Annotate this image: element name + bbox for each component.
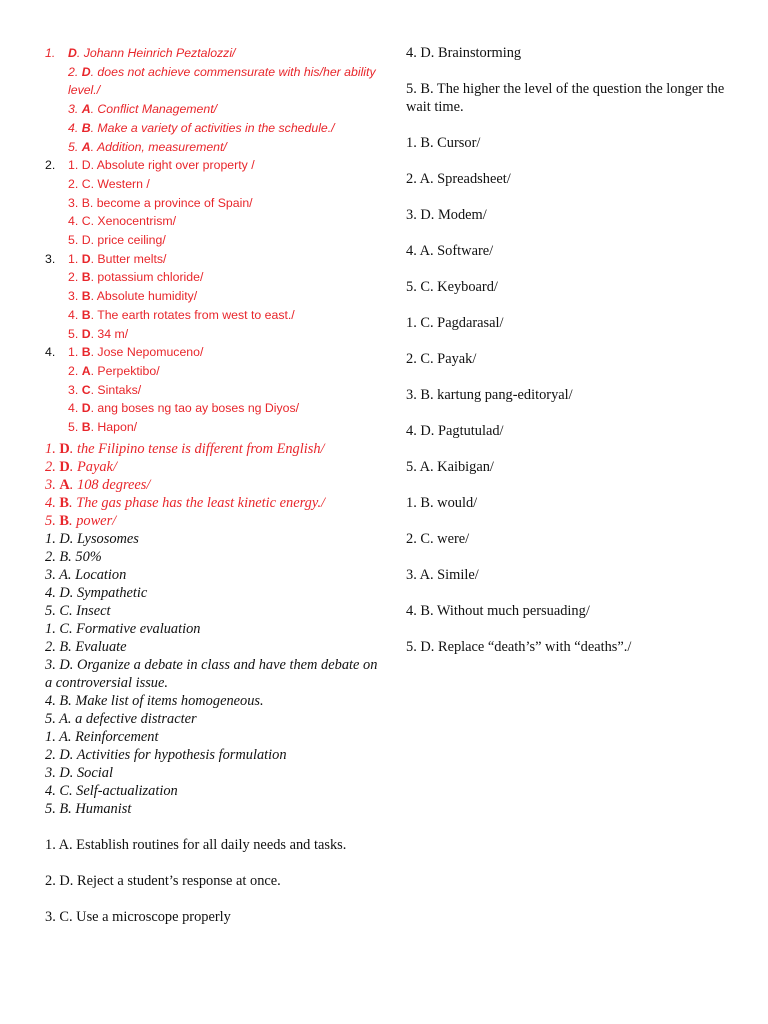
outline-items xyxy=(68,44,385,156)
outline-group xyxy=(45,250,385,344)
item-number: 5. xyxy=(45,512,60,529)
answer-text: . The gas phase has the least kinetic energy./ xyxy=(69,494,326,511)
item-number: 4. xyxy=(45,494,60,511)
outline-item xyxy=(68,138,385,157)
item-number: 2. xyxy=(45,458,60,475)
answer-paragraph: 5. C. Keyboard/ xyxy=(406,279,498,295)
answer-separator: . xyxy=(76,46,84,60)
italic-answer-line: 4. B. Make list of items homogeneous. xyxy=(45,692,264,709)
answer-text: Johann Heinrich Peztalozzi/ xyxy=(83,46,236,60)
answer-separator: . xyxy=(90,139,97,154)
outline-item xyxy=(68,156,385,175)
outline-item xyxy=(68,119,385,138)
item-number: 1. xyxy=(68,345,82,360)
answer-letter: B xyxy=(81,345,91,360)
outline-item xyxy=(68,100,385,119)
answer-paragraph: 1. C. Pagdarasal/ xyxy=(406,315,504,331)
outline-number: 2. xyxy=(45,158,56,173)
item-number: 5. xyxy=(68,420,82,435)
red-answer-line xyxy=(45,440,385,458)
answer-separator: . xyxy=(90,382,98,397)
italic-answer-line: 1. D. Lysosomes xyxy=(45,530,139,547)
answer-paragraph: 3. C. Use a microscope properly xyxy=(45,908,231,925)
italic-answer-line: 5. B. Humanist xyxy=(45,800,132,817)
answer-letter: A xyxy=(81,102,91,117)
answer-letter: A xyxy=(81,363,91,378)
answer-separator: . xyxy=(90,102,98,117)
answer-letter: D xyxy=(81,64,91,79)
answer-letter: B xyxy=(81,420,91,435)
outline-item xyxy=(68,175,385,194)
item-number: 5. xyxy=(68,326,82,341)
outline-group xyxy=(45,343,385,437)
outline-group xyxy=(45,156,385,250)
italic-answer-line: 5. C. Insect xyxy=(45,602,111,619)
answer-letter: B xyxy=(81,270,91,285)
answer-paragraph: 4. B. Without much persuading/ xyxy=(406,603,590,619)
outline-number: 4. xyxy=(45,345,56,360)
answer-letter: D xyxy=(59,440,70,457)
answer-text: does not achieve commensurate with his/her ability level./ xyxy=(68,64,376,98)
outline-number: 1. xyxy=(45,46,56,60)
answer-paragraph: 4. D. Pagtutulad/ xyxy=(406,423,504,439)
outline-items xyxy=(68,343,385,437)
outline-item xyxy=(68,231,385,250)
answer-separator: . xyxy=(90,307,98,322)
outline-item xyxy=(68,250,385,269)
answer-letter: D xyxy=(59,458,70,475)
answer-paragraph: 2. D. Reject a student’s response at once. xyxy=(45,872,281,889)
answer-paragraph: 3. A. Simile/ xyxy=(406,567,479,583)
item-number: 3. xyxy=(45,476,60,493)
answer-text: Conflict Management/ xyxy=(97,102,218,117)
answer-text: Butter melts/ xyxy=(97,251,167,266)
answer-text: C. Western / xyxy=(81,176,150,191)
answer-paragraph: 2. C. Payak/ xyxy=(406,351,477,367)
item-number: 2. xyxy=(68,64,82,79)
left-column xyxy=(45,44,385,944)
answer-text: ang boses ng tao ay boses ng Diyos/ xyxy=(97,401,300,416)
answer-separator: . xyxy=(90,64,98,79)
item-number: 2. xyxy=(68,363,82,378)
outline-item xyxy=(68,325,385,344)
answer-paragraph: 4. D. Brainstorming xyxy=(406,45,522,61)
answer-letter: A xyxy=(59,476,70,493)
answer-letter: B xyxy=(81,120,91,135)
italic-answer-line: 2. D. Activities for hypothesis formulation xyxy=(45,746,287,763)
answer-paragraph: 4. A. Software/ xyxy=(406,243,494,259)
outline-item xyxy=(68,399,385,418)
outline-item xyxy=(68,306,385,325)
item-number: 4. xyxy=(68,120,82,135)
italic-answer-line: 5. A. a defective distracter xyxy=(45,710,197,727)
outline-item xyxy=(68,381,385,400)
answer-letter: B xyxy=(59,494,69,511)
italic-answer-line: 3. D. Organize a debate in class and have them debate on a controversial issue. xyxy=(45,656,378,691)
answer-paragraph: 3. B. kartung pang-editoryal/ xyxy=(406,387,573,403)
red-answer-list xyxy=(45,440,385,530)
answer-letter: C xyxy=(81,382,91,397)
italic-answer-line: 1. A. Reinforcement xyxy=(45,728,159,745)
answer-text: D. Absolute right over property / xyxy=(81,158,255,173)
answer-text: Sintaks/ xyxy=(97,382,142,397)
item-number: 3. xyxy=(68,102,82,117)
red-answer-line xyxy=(45,458,385,476)
item-number: 3. xyxy=(68,382,82,397)
answer-text: . power/ xyxy=(69,512,117,529)
outline-item xyxy=(68,44,385,63)
item-number: 3. xyxy=(68,289,82,304)
answer-separator: . xyxy=(90,345,98,360)
answer-text: . 108 degrees/ xyxy=(69,476,151,493)
numbered-outline xyxy=(45,44,385,437)
answer-separator: . xyxy=(90,326,98,341)
answer-text: Hapon/ xyxy=(97,420,138,435)
italic-answer-line: 2. B. 50% xyxy=(45,548,102,565)
italic-answer-line: 1. C. Formative evaluation xyxy=(45,620,201,637)
answer-text: B. become a province of Spain/ xyxy=(81,195,253,210)
answer-paragraph: 1. A. Establish routines for all daily needs and tasks. xyxy=(45,836,347,853)
answer-text: Absolute humidity/ xyxy=(96,289,198,304)
item-number: 4. xyxy=(68,401,82,416)
answer-paragraph: 3. D. Modem/ xyxy=(406,207,487,223)
answer-text: C. Xenocentrism/ xyxy=(81,214,176,229)
outline-items xyxy=(68,156,385,250)
item-number: 5. xyxy=(68,139,82,154)
italic-answer-line: 3. D. Social xyxy=(45,764,113,781)
answer-text: D. price ceiling/ xyxy=(81,233,166,248)
answer-text: Make a variety of activities in the schedule./ xyxy=(97,120,335,135)
outline-items xyxy=(68,250,385,344)
answer-letter: D xyxy=(81,251,91,266)
outline-item xyxy=(68,63,385,100)
left-paragraphs xyxy=(45,836,385,926)
answer-paragraph: 5. B. The higher the level of the question the longer the wait time. xyxy=(406,81,725,115)
outline-item xyxy=(68,418,385,437)
answer-paragraph: 5. D. Replace “death’s” with “deaths”./ xyxy=(406,639,632,655)
answer-text: 34 m/ xyxy=(97,326,129,341)
italic-answer-list xyxy=(45,530,385,818)
answer-letter: D xyxy=(81,326,91,341)
italic-answer-line: 4. C. Self-actualization xyxy=(45,782,178,799)
outline-item xyxy=(68,287,385,306)
item-number: 2. xyxy=(68,176,82,191)
answer-paragraph: 1. B. would/ xyxy=(406,495,478,511)
outline-item xyxy=(68,212,385,231)
item-number: 4. xyxy=(68,214,82,229)
answer-text: Perpektibo/ xyxy=(97,363,160,378)
answer-letter: D xyxy=(68,46,77,60)
item-number: 1. xyxy=(45,440,60,457)
answer-separator: . xyxy=(90,401,98,416)
answer-text: . Payak/ xyxy=(69,458,117,475)
item-number: 1. xyxy=(68,251,82,266)
italic-answer-line: 2. B. Evaluate xyxy=(45,638,127,655)
item-number: 5. xyxy=(68,233,82,248)
answer-letter: B xyxy=(81,289,91,304)
right-column xyxy=(406,44,736,674)
answer-letter: B xyxy=(81,307,91,322)
answer-text: . the Filipino tense is different from English/ xyxy=(69,440,325,457)
answer-paragraph: 1. B. Cursor/ xyxy=(406,135,481,151)
answer-separator: . xyxy=(90,420,98,435)
item-number: 3. xyxy=(68,195,82,210)
outline-item xyxy=(68,343,385,362)
item-number: 1. xyxy=(68,158,82,173)
answer-separator: . xyxy=(90,251,98,266)
item-number: 2. xyxy=(68,270,82,285)
answer-paragraph: 2. A. Spreadsheet/ xyxy=(406,171,511,187)
answer-text: Addition, measurement/ xyxy=(96,139,227,154)
red-answer-line xyxy=(45,512,385,530)
answer-letter: B xyxy=(59,512,69,529)
answer-separator: . xyxy=(90,289,97,304)
answer-separator: . xyxy=(90,120,98,135)
answer-paragraph: 5. A. Kaibigan/ xyxy=(406,459,494,475)
answer-text: potassium chloride/ xyxy=(97,270,204,285)
answer-letter: D xyxy=(81,401,91,416)
right-paragraphs xyxy=(406,44,736,656)
outline-group xyxy=(45,44,385,156)
answer-letter: A xyxy=(81,139,91,154)
italic-answer-line: 4. D. Sympathetic xyxy=(45,584,148,601)
outline-item xyxy=(68,194,385,213)
answer-separator: . xyxy=(90,270,98,285)
item-number: 4. xyxy=(68,307,82,322)
outline-number: 3. xyxy=(45,251,56,266)
red-answer-line xyxy=(45,494,385,512)
answer-paragraph: 2. C. were/ xyxy=(406,531,470,547)
answer-separator: . xyxy=(90,363,98,378)
outline-item xyxy=(68,362,385,381)
red-answer-line xyxy=(45,476,385,494)
italic-answer-line: 3. A. Location xyxy=(45,566,127,583)
outline-item xyxy=(68,268,385,287)
answer-text: The earth rotates from west to east./ xyxy=(97,307,295,322)
answer-text: Jose Nepomuceno/ xyxy=(97,345,204,360)
